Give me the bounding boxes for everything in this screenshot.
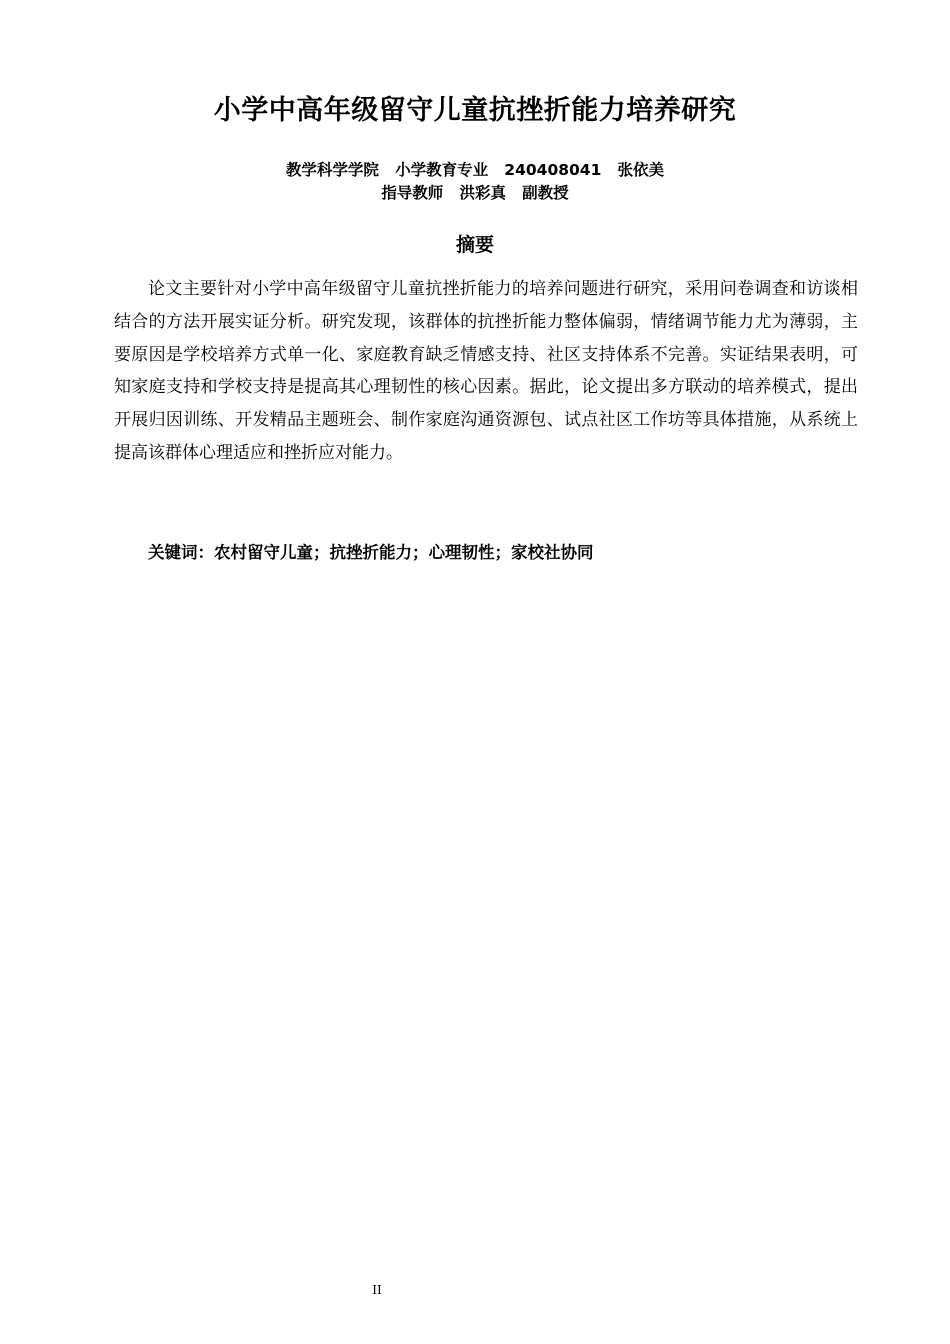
abstract-heading: 摘要 xyxy=(455,234,494,256)
author-info-line: 教学科学学院 小学教育专业 240408041 张依美 xyxy=(285,161,665,179)
paper-title: 小学中高年级留守儿童抗挫折能力培养研究 xyxy=(213,95,737,126)
keywords-line: 关键词：农村留守儿童；抗挫折能力；心理韧性；家校社协同 xyxy=(148,543,594,562)
page-number: II xyxy=(372,1283,382,1297)
advisor-info-line: 指导教师 洪彩真 副教授 xyxy=(381,184,569,202)
abstract-body: 论文主要针对小学中高年级留守儿童抗挫折能力的培养问题进行研究，采用问卷调查和访谈相结合的方法开展实证分析。研究发现，该群体的抗挫折能力整体偏弱，情绪调节能力尤为薄弱，主要原因是学校培养方式单一化、家庭教育缺乏情感支持、社区支持体系不完善。实证结果表明，可知家庭支持和学校支持是提高其心理韧性的核心因素。据此，论文提出多方联动的培养模式，提出开展归因训练、开发精品主题班会、制作家庭沟通资源包、试点社区工作坊等具体措施，从系统上提高该群体心理适应和挫折应对能力。 xyxy=(114,279,858,463)
